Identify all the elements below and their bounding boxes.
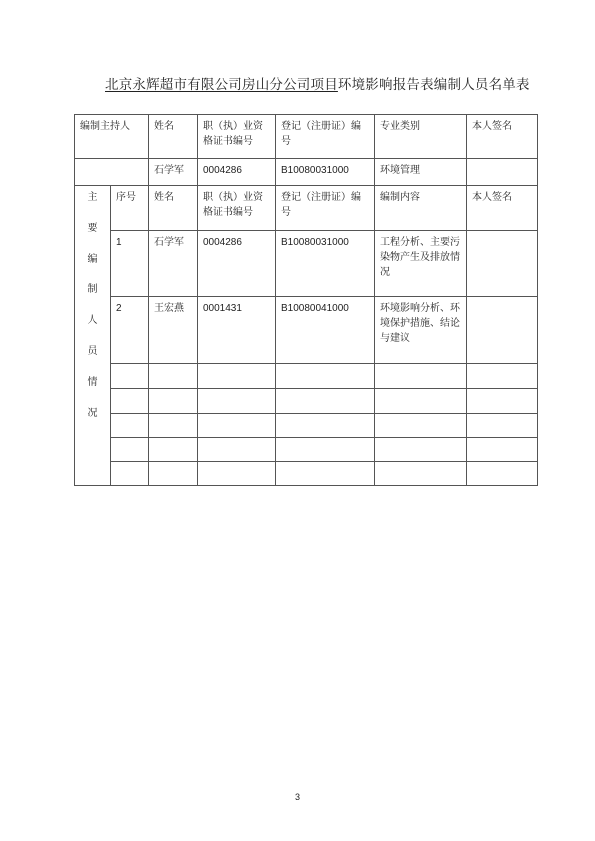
side-char: 编 <box>87 253 98 265</box>
title-project-name: 北京永辉超市有限公司房山分公司项目 <box>105 77 338 93</box>
staff-name-header-cell: 姓名 <box>149 186 198 231</box>
table-row <box>75 231 538 297</box>
host-category-cell: 环境管理 <box>375 159 467 186</box>
host-empty-cell <box>75 159 149 186</box>
reg-cell: B10080031000 <box>276 231 375 297</box>
host-header-cell: 编制主持人 <box>75 115 149 159</box>
host-row <box>75 159 538 186</box>
content-cell: 工程分析、主要污染物产生及排放情况 <box>375 231 467 297</box>
staff-header-row <box>75 186 538 231</box>
cert-cell: 0004286 <box>198 231 276 297</box>
content-cell: 环境影响分析、环境保护措施、结论与建议 <box>375 297 467 364</box>
staff-cert-header-cell: 职（执）业资格证书编号 <box>198 186 276 231</box>
empty-row <box>75 438 538 462</box>
staff-side-label <box>75 186 111 486</box>
no-cell: 2 <box>111 297 149 364</box>
staff-table <box>74 114 538 486</box>
no-cell: 1 <box>111 231 149 297</box>
page-number: 3 <box>294 792 300 802</box>
name-cell: 王宏燕 <box>149 297 198 364</box>
side-char: 要 <box>87 222 98 234</box>
side-char: 人 <box>87 315 98 327</box>
side-char: 况 <box>87 407 98 419</box>
no-header-cell: 序号 <box>111 186 149 231</box>
table-row <box>75 297 538 364</box>
reg-header-cell: 登记（注册证）编号 <box>276 115 375 159</box>
empty-row <box>75 389 538 414</box>
category-header-cell: 专业类别 <box>375 115 467 159</box>
host-reg-cell: B10080031000 <box>276 159 375 186</box>
name-cell: 石学军 <box>149 231 198 297</box>
side-char: 员 <box>87 345 98 357</box>
name-header-cell: 姓名 <box>149 115 198 159</box>
host-cert-cell: 0004286 <box>198 159 276 186</box>
signature-header-cell: 本人签名 <box>467 115 538 159</box>
empty-row <box>75 414 538 438</box>
side-char: 制 <box>87 284 98 296</box>
host-name-cell: 石学军 <box>149 159 198 186</box>
host-signature-cell <box>467 159 538 186</box>
side-char: 情 <box>87 376 98 388</box>
staff-reg-header-cell: 登记（注册证）编号 <box>276 186 375 231</box>
empty-row <box>75 364 538 389</box>
host-header-row <box>75 115 538 159</box>
cert-cell: 0001431 <box>198 297 276 364</box>
reg-cell: B10080041000 <box>276 297 375 364</box>
document-title <box>105 73 545 93</box>
side-char: 主 <box>87 192 98 203</box>
empty-row <box>75 462 538 486</box>
staff-signature-header-cell: 本人签名 <box>467 186 538 231</box>
cert-header-cell: 职（执）业资格证书编号 <box>198 115 276 159</box>
content-header-cell: 编制内容 <box>375 186 467 231</box>
title-form-name: 环境影响报告表编制人员名单表 <box>337 77 530 93</box>
signature-cell <box>467 297 538 364</box>
signature-cell <box>467 231 538 297</box>
